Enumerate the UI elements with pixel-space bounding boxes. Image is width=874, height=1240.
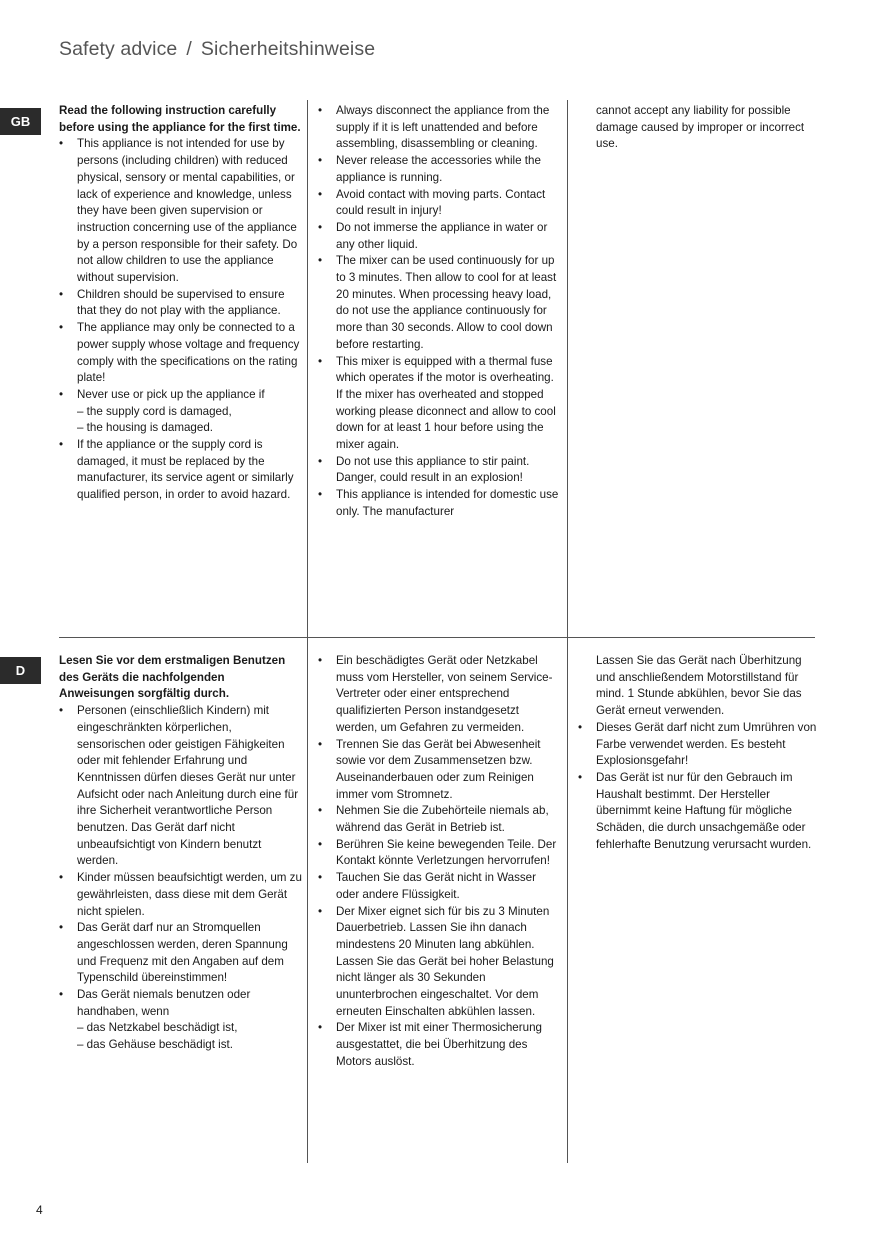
column-divider — [567, 100, 568, 637]
list-item-text: Das Gerät niemals benutzen oder handhaben, wenn — [77, 988, 251, 1018]
list-item: • Never release the accessories while the appliance is running. — [318, 153, 561, 186]
gb-column-2 — [318, 103, 561, 521]
list-item: • Das Gerät ist nur für den Gebrauch im Haushalt bestimmt. Der Hersteller übernimmt keine Haftung für mögliche Schäden, die durch unsachgemäße oder fehlerhafte Benutzung verursacht wurden. — [578, 770, 818, 854]
title-separator: / — [186, 38, 192, 60]
list-item: • Trennen Sie das Gerät bei Abwesenheit sowie vor dem Zusammensetzen bzw. Auseinanderbauen oder zum Reinigen immer vom Stromnetz. — [318, 737, 561, 804]
list-item: • Berühren Sie keine bewegenden Teile. Der Kontakt könnte Verletzungen hervorrufen! — [318, 837, 561, 870]
sub-item: – das Netzkabel beschädigt ist, — [77, 1021, 238, 1035]
de-safety-list-2 — [318, 653, 561, 1071]
list-item: • This mixer is equipped with a thermal fuse which operates if the motor is overheating. If the mixer has overheated and stopped working please diconnect and allow to cool down for at least 1 hour before using the mixer again. — [318, 354, 561, 454]
list-item: • If the appliance or the supply cord is damaged, it must be replaced by the manufacturer, its service agent or similarly qualified person, in order to avoid hazard. — [59, 437, 302, 504]
sub-item: – the supply cord is damaged, — [77, 404, 232, 418]
gb-intro: Read the following instruction carefully before using the appliance for the first time. — [59, 104, 301, 134]
list-item: • The mixer can be used continuously for up to 3 minutes. Then allow to cool for at least 20 minutes. When processing heavy load, do not use the appliance continuously for more than 30 seconds. Allow to cool down before restarting. — [318, 253, 561, 353]
list-item: • Avoid contact with moving parts. Contact could result in injury! — [318, 187, 561, 220]
language-tab-de: D — [0, 657, 41, 684]
list-item: • Personen (einschließlich Kindern) mit eingeschränkten körperlichen, sensorischen oder geistigen Fähigkeiten oder mit fehlender Erfahrung und Kenntnissen dürfen dieses Gerät nur unter Aufsicht oder nach Anleitung durch eine für ihre Sicherheit verantwortliche Person benutzen. Das Gerät darf nicht unbeaufsichtigt von Kindern benutzt werden. — [59, 703, 302, 870]
list-item: • Nehmen Sie die Zubehörteile niemals ab, während das Gerät in Betrieb ist. — [318, 803, 561, 836]
sub-item: – the housing is damaged. — [77, 421, 214, 435]
language-tab-gb: GB — [0, 108, 41, 135]
list-item — [59, 387, 302, 437]
de-column-1 — [59, 653, 302, 1054]
de-intro: Lesen Sie vor dem erstmaligen Benutzen des Geräts die nachfolgenden Anweisungen sorgfältig durch. — [59, 654, 286, 701]
gb-safety-list — [59, 136, 302, 503]
list-item: • Do not immerse the appliance in water or any other liquid. — [318, 220, 561, 253]
de-continuation-text: Lassen Sie das Gerät nach Überhitzung und anschließendem Motorstillstand für mind. 1 Stunde abkühlen, bevor Sie das Gerät erneut verwenden. — [596, 654, 802, 718]
page-title-english: Safety advice — [59, 38, 178, 60]
list-item: • Children should be supervised to ensure that they do not play with the appliance. — [59, 287, 302, 320]
list-item: • Das Gerät darf nur an Stromquellen angeschlossen werden, deren Spannung und Frequenz mit den Angaben auf dem Typenschild übereinstimmen! — [59, 920, 302, 987]
list-item: • Always disconnect the appliance from the supply if it is left unattended and before assembling, disassembling or cleaning. — [318, 103, 561, 153]
page-number: 4 — [36, 1203, 43, 1217]
list-item: • This appliance is intended for domestic use only. The manufacturer — [318, 487, 561, 520]
de-safety-list — [59, 703, 302, 1054]
list-item: • Do not use this appliance to stir paint. Danger, could result in an explosion! — [318, 454, 561, 487]
column-divider — [567, 638, 568, 1163]
gb-column-3 — [578, 103, 818, 153]
list-item-text: Never use or pick up the appliance if — [77, 387, 265, 401]
gb-continuation-text: cannot accept any liability for possible damage caused by improper or incorrect use. — [596, 104, 805, 151]
gb-column-1 — [59, 103, 302, 504]
de-column-2 — [318, 653, 561, 1071]
list-item: • Kinder müssen beaufsichtigt werden, um zu gewährleisten, dass diese mit dem Gerät nicht spielen. — [59, 870, 302, 920]
column-divider — [307, 100, 308, 637]
page-title — [59, 38, 375, 61]
list-item: • Dieses Gerät darf nicht zum Umrühren von Farbe verwendet werden. Es besteht Explosionsgefahr! — [578, 720, 818, 770]
list-item: • Der Mixer eignet sich für bis zu 3 Minuten Dauerbetrieb. Lassen Sie ihn danach mindestens 20 Minuten lang abkühlen. Lassen Sie das Gerät bei hoher Belastung nicht länger als 30 Sekunden ununterbrochen eingeschaltet. Vor dem erneuten Einschalten abkühlen lassen. — [318, 904, 561, 1021]
list-item: • Der Mixer ist mit einer Thermosicherung ausgestattet, die bei Überhitzung des Motors auslöst. — [318, 1020, 561, 1070]
de-safety-list-3 — [578, 720, 818, 854]
list-item: • Tauchen Sie das Gerät nicht in Wasser oder andere Flüssigkeit. — [318, 870, 561, 903]
de-column-3 — [578, 653, 818, 853]
list-item: • This appliance is not intended for use by persons (including children) with reduced physical, sensory or mental capabilities, or lack of experience and knowledge, unless they have been given supervision or instruction concerning use of the appliance by a person responsible for their safety. Do not allow children to use the appliance without supervision. — [59, 136, 302, 286]
column-divider — [307, 638, 308, 1163]
section-divider — [59, 637, 815, 638]
page-title-german: Sicherheitshinweise — [200, 38, 376, 60]
gb-safety-list-2 — [318, 103, 561, 521]
sub-item: – das Gehäuse beschädigt ist. — [77, 1038, 233, 1052]
list-item — [59, 987, 302, 1054]
list-item: • Ein beschädigtes Gerät oder Netzkabel muss vom Hersteller, von seinem Service-Vertreter oder einer entsprechend qualifizierten Person instandgesetzt werden, um Gefahren zu vermeiden. — [318, 653, 561, 737]
list-item: • The appliance may only be connected to a power supply whose voltage and frequency comply with the specifications on the rating plate! — [59, 320, 302, 387]
